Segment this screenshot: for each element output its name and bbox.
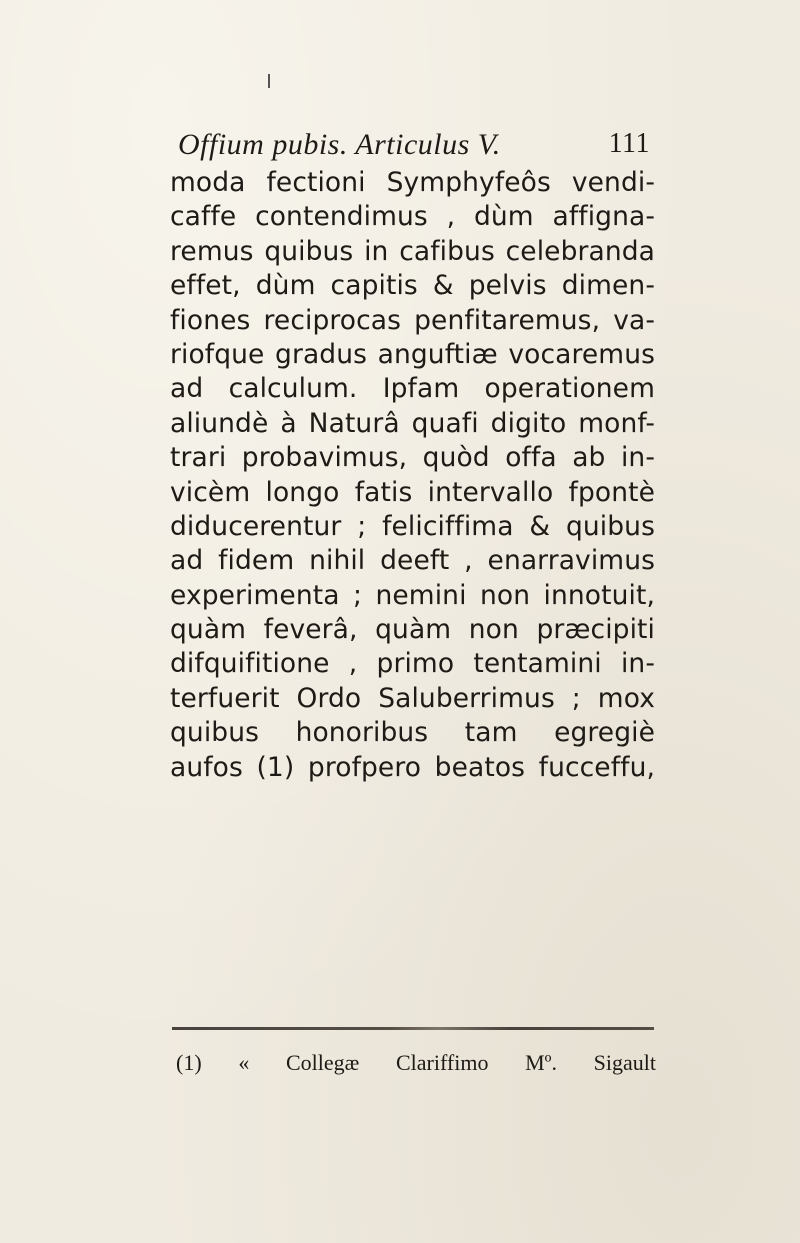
text-line: quibus honoribus tam egregiè	[170, 717, 655, 749]
text-line: diducerentur ; feliciffima & quibus	[170, 510, 655, 542]
text-line: aliundè à Naturâ quafi digito monf-	[170, 407, 655, 439]
text-line: moda fectioni Symphyfeôs vendi-	[170, 167, 655, 198]
text-line: fiones reciprocas penfitaremus, va-	[170, 304, 655, 336]
body-text	[170, 166, 655, 785]
text-line: effet, dùm capitis & pelvis dimen-	[170, 270, 655, 302]
text-line: caffe contendimus , dùm affigna-	[170, 201, 655, 233]
text-line: terfuerit Ordo Saluberrimus ; mox	[170, 682, 655, 714]
text-line: ad fidem nihil deeft , enarravimus	[170, 545, 655, 577]
text-line: trari probavimus, quòd offa ab in-	[170, 442, 655, 474]
text-line: experimenta ; nemini non innotuit,	[170, 579, 655, 611]
page-mark	[268, 74, 270, 88]
text-line: riofque gradus anguftiæ vocaremus	[170, 338, 655, 370]
text-line: vicèm longo fatis intervallo fpontè	[170, 476, 655, 508]
running-title: Offium pubis. Articulus V.	[178, 128, 501, 161]
footnote-rule	[172, 1027, 654, 1030]
text-line: quàm feverâ, quàm non præcipiti	[170, 614, 655, 646]
footnote: (1) « Collegæ Clariffimo Mº. Sigault	[176, 1050, 656, 1075]
text-line: ad calculum. Ipfam operationem	[170, 373, 655, 405]
page-number: 111	[608, 128, 650, 159]
text-line: difquifitione , primo tentamini in-	[170, 648, 655, 680]
running-head	[178, 128, 650, 162]
text-line: aufos (1) profpero beatos fucceffu,	[170, 751, 655, 783]
text-line: remus quibus in cafibus celebranda	[170, 235, 655, 267]
